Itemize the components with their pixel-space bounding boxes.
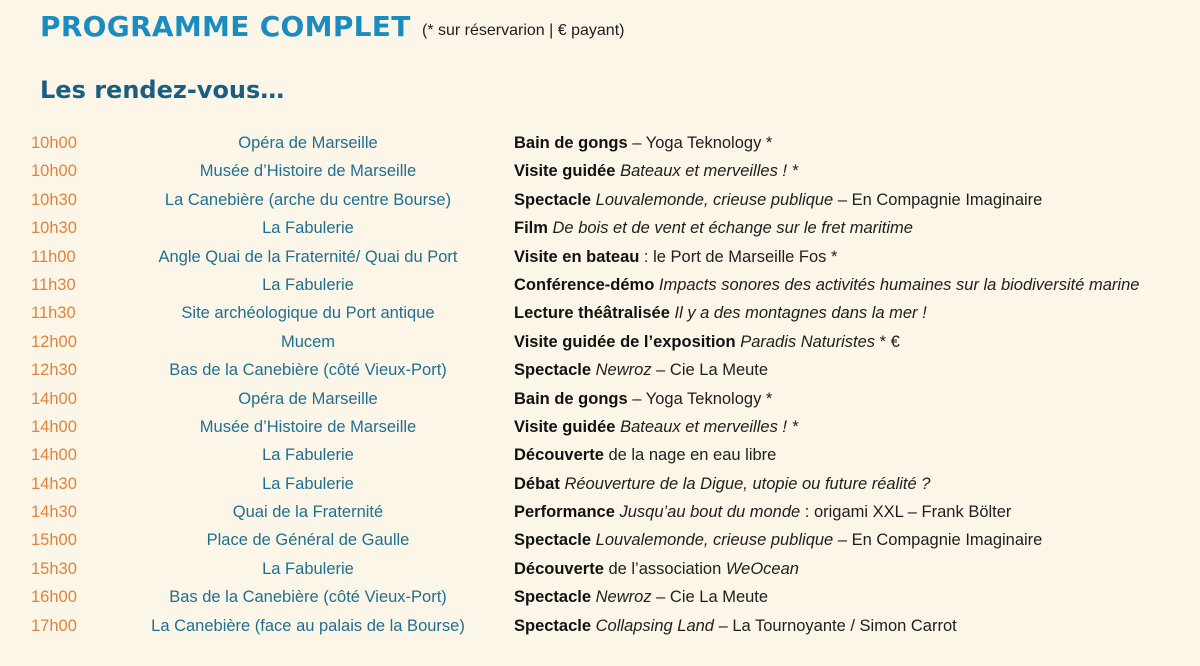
event-place: Bas de la Canebière (côté Vieux-Port)	[169, 361, 447, 380]
event-type: Visite guidée de l’exposition	[514, 332, 736, 351]
event-title: Bateaux et merveilles ! *	[620, 417, 798, 436]
event-description	[514, 417, 798, 437]
event-type: Spectacle	[514, 190, 592, 209]
schedule-list	[0, 129, 1200, 640]
event-place: Musée d’Histoire de Marseille	[199, 417, 417, 436]
event-title: Louvalemonde, crieuse publique	[595, 531, 834, 550]
event-detail: de la nage en eau libre	[603, 446, 777, 465]
event-time: 10h00	[31, 162, 77, 181]
schedule-row	[0, 526, 1200, 554]
schedule-row	[0, 441, 1200, 469]
event-type: Visite guidée	[514, 162, 616, 181]
event-title: Louvalemonde, crieuse publique	[595, 190, 834, 209]
event-description	[514, 389, 772, 409]
schedule-row	[0, 385, 1200, 413]
event-detail: – En Compagnie Imaginaire	[833, 531, 1043, 550]
event-type: Découverte	[514, 446, 604, 465]
event-time: 10h30	[31, 190, 77, 209]
event-description	[514, 559, 799, 579]
event-place: Opéra de Marseille	[238, 389, 378, 408]
event-detail: : origami XXL – Frank Bölter	[800, 503, 1012, 522]
event-type: Bain de gongs	[514, 389, 628, 408]
event-detail: * €	[875, 332, 900, 351]
event-detail: – Cie La Meute	[651, 588, 769, 607]
event-description	[514, 275, 1139, 295]
event-title: Collapsing Land	[595, 616, 714, 635]
event-detail: – La Tournoyante / Simon Carrot	[713, 616, 957, 635]
event-type: Visite en bateau	[514, 247, 640, 266]
event-time: 14h30	[31, 474, 77, 493]
schedule-row	[0, 413, 1200, 441]
event-detail: – En Compagnie Imaginaire	[833, 190, 1043, 209]
event-type: Film	[514, 219, 548, 238]
event-description	[514, 616, 957, 636]
event-type: Bain de gongs	[514, 134, 628, 152]
event-place: Musée d’Histoire de Marseille	[199, 162, 417, 181]
event-time: 16h00	[31, 588, 77, 607]
schedule-row	[0, 299, 1200, 327]
event-type: Découverte	[514, 559, 604, 578]
schedule-row	[0, 271, 1200, 299]
event-type: Spectacle	[514, 361, 592, 380]
event-time: 15h30	[31, 559, 77, 578]
event-time: 10h30	[31, 219, 77, 238]
event-description	[514, 218, 913, 238]
event-description	[514, 247, 837, 267]
event-place: La Fabulerie	[262, 219, 354, 238]
event-description	[514, 530, 1042, 550]
schedule-row	[0, 129, 1200, 157]
event-description	[514, 332, 900, 352]
event-type: Visite guidée	[514, 417, 616, 436]
event-title: Bateaux et merveilles ! *	[620, 162, 798, 181]
schedule-row	[0, 498, 1200, 526]
event-title: Jusqu’au bout du monde	[619, 503, 801, 522]
event-place: La Fabulerie	[262, 559, 354, 578]
event-place: La Canebière (arche du centre Bourse)	[164, 190, 452, 209]
event-place: Bas de la Canebière (côté Vieux-Port)	[169, 588, 447, 607]
schedule-row	[0, 186, 1200, 214]
event-place: Site archéologique du Port antique	[181, 304, 435, 323]
event-description	[514, 502, 1011, 522]
event-detail: – Yoga Teknology *	[627, 134, 773, 152]
event-description	[514, 445, 776, 465]
event-title: Il y a des montagnes dans la mer !	[674, 304, 927, 323]
event-place: La Fabulerie	[262, 446, 354, 465]
event-place: Angle Quai de la Fraternité/ Quai du Port	[158, 247, 458, 266]
event-description	[514, 474, 930, 494]
event-title: Newroz	[595, 588, 652, 607]
event-time: 15h00	[31, 531, 77, 550]
section-heading: Les rendez-vous…	[40, 76, 285, 104]
schedule-row	[0, 555, 1200, 583]
event-time: 12h00	[31, 332, 77, 351]
schedule-row	[0, 243, 1200, 271]
event-description	[514, 587, 768, 607]
event-time: 11h00	[31, 247, 76, 266]
event-title: Impacts sonores des activités humaines sur la biodiversité marine	[658, 275, 1140, 294]
event-type: Spectacle	[514, 588, 592, 607]
event-place: Place de Général de Gaulle	[206, 531, 410, 550]
reservation-note: (* sur réservarion | € payant)	[422, 22, 625, 39]
event-title: WeOcean	[725, 559, 799, 578]
event-type: Lecture théâtralisée	[514, 304, 670, 323]
event-description	[514, 360, 768, 380]
event-type: Performance	[514, 503, 615, 522]
event-title: Paradis Naturistes	[740, 332, 875, 351]
event-place: Opéra de Marseille	[238, 134, 378, 152]
event-place: Mucem	[280, 332, 336, 351]
schedule-row	[0, 470, 1200, 498]
event-detail: – Cie La Meute	[651, 361, 769, 380]
event-detail: de l’association	[603, 559, 726, 578]
event-description	[514, 161, 798, 181]
event-time: 14h00	[31, 446, 77, 465]
event-title: De bois et de vent et échange sur le fret maritime	[552, 219, 913, 238]
event-description	[514, 303, 927, 323]
event-type: Conférence-démo	[514, 275, 655, 294]
event-time: 17h00	[31, 616, 77, 635]
event-place: La Canebière (face au palais de la Bourse)	[151, 616, 465, 635]
event-time: 14h00	[31, 417, 77, 436]
event-place: Quai de la Fraternité	[232, 503, 384, 522]
schedule-row	[0, 328, 1200, 356]
event-time: 14h00	[31, 389, 77, 408]
event-place: La Fabulerie	[262, 474, 354, 493]
page-title: PROGRAMME COMPLET	[40, 10, 411, 43]
event-time: 11h30	[31, 304, 76, 323]
schedule-row	[0, 356, 1200, 384]
event-type: Spectacle	[514, 531, 592, 550]
event-time: 11h30	[31, 275, 76, 294]
event-type: Débat	[514, 474, 560, 493]
event-description	[514, 190, 1042, 210]
event-title: Réouverture de la Digue, utopie ou future réalité ?	[564, 474, 931, 493]
event-type: Spectacle	[514, 616, 592, 635]
schedule-row	[0, 157, 1200, 185]
event-time: 14h30	[31, 503, 77, 522]
event-detail: – Yoga Teknology *	[627, 389, 773, 408]
schedule-row	[0, 612, 1200, 640]
event-time: 10h00	[31, 134, 77, 152]
schedule-row	[0, 214, 1200, 242]
event-time: 12h30	[31, 361, 77, 380]
event-title: Newroz	[595, 361, 652, 380]
event-place: La Fabulerie	[262, 275, 354, 294]
schedule-row	[0, 583, 1200, 611]
event-detail: : le Port de Marseille Fos *	[639, 247, 838, 266]
event-description	[514, 133, 772, 153]
